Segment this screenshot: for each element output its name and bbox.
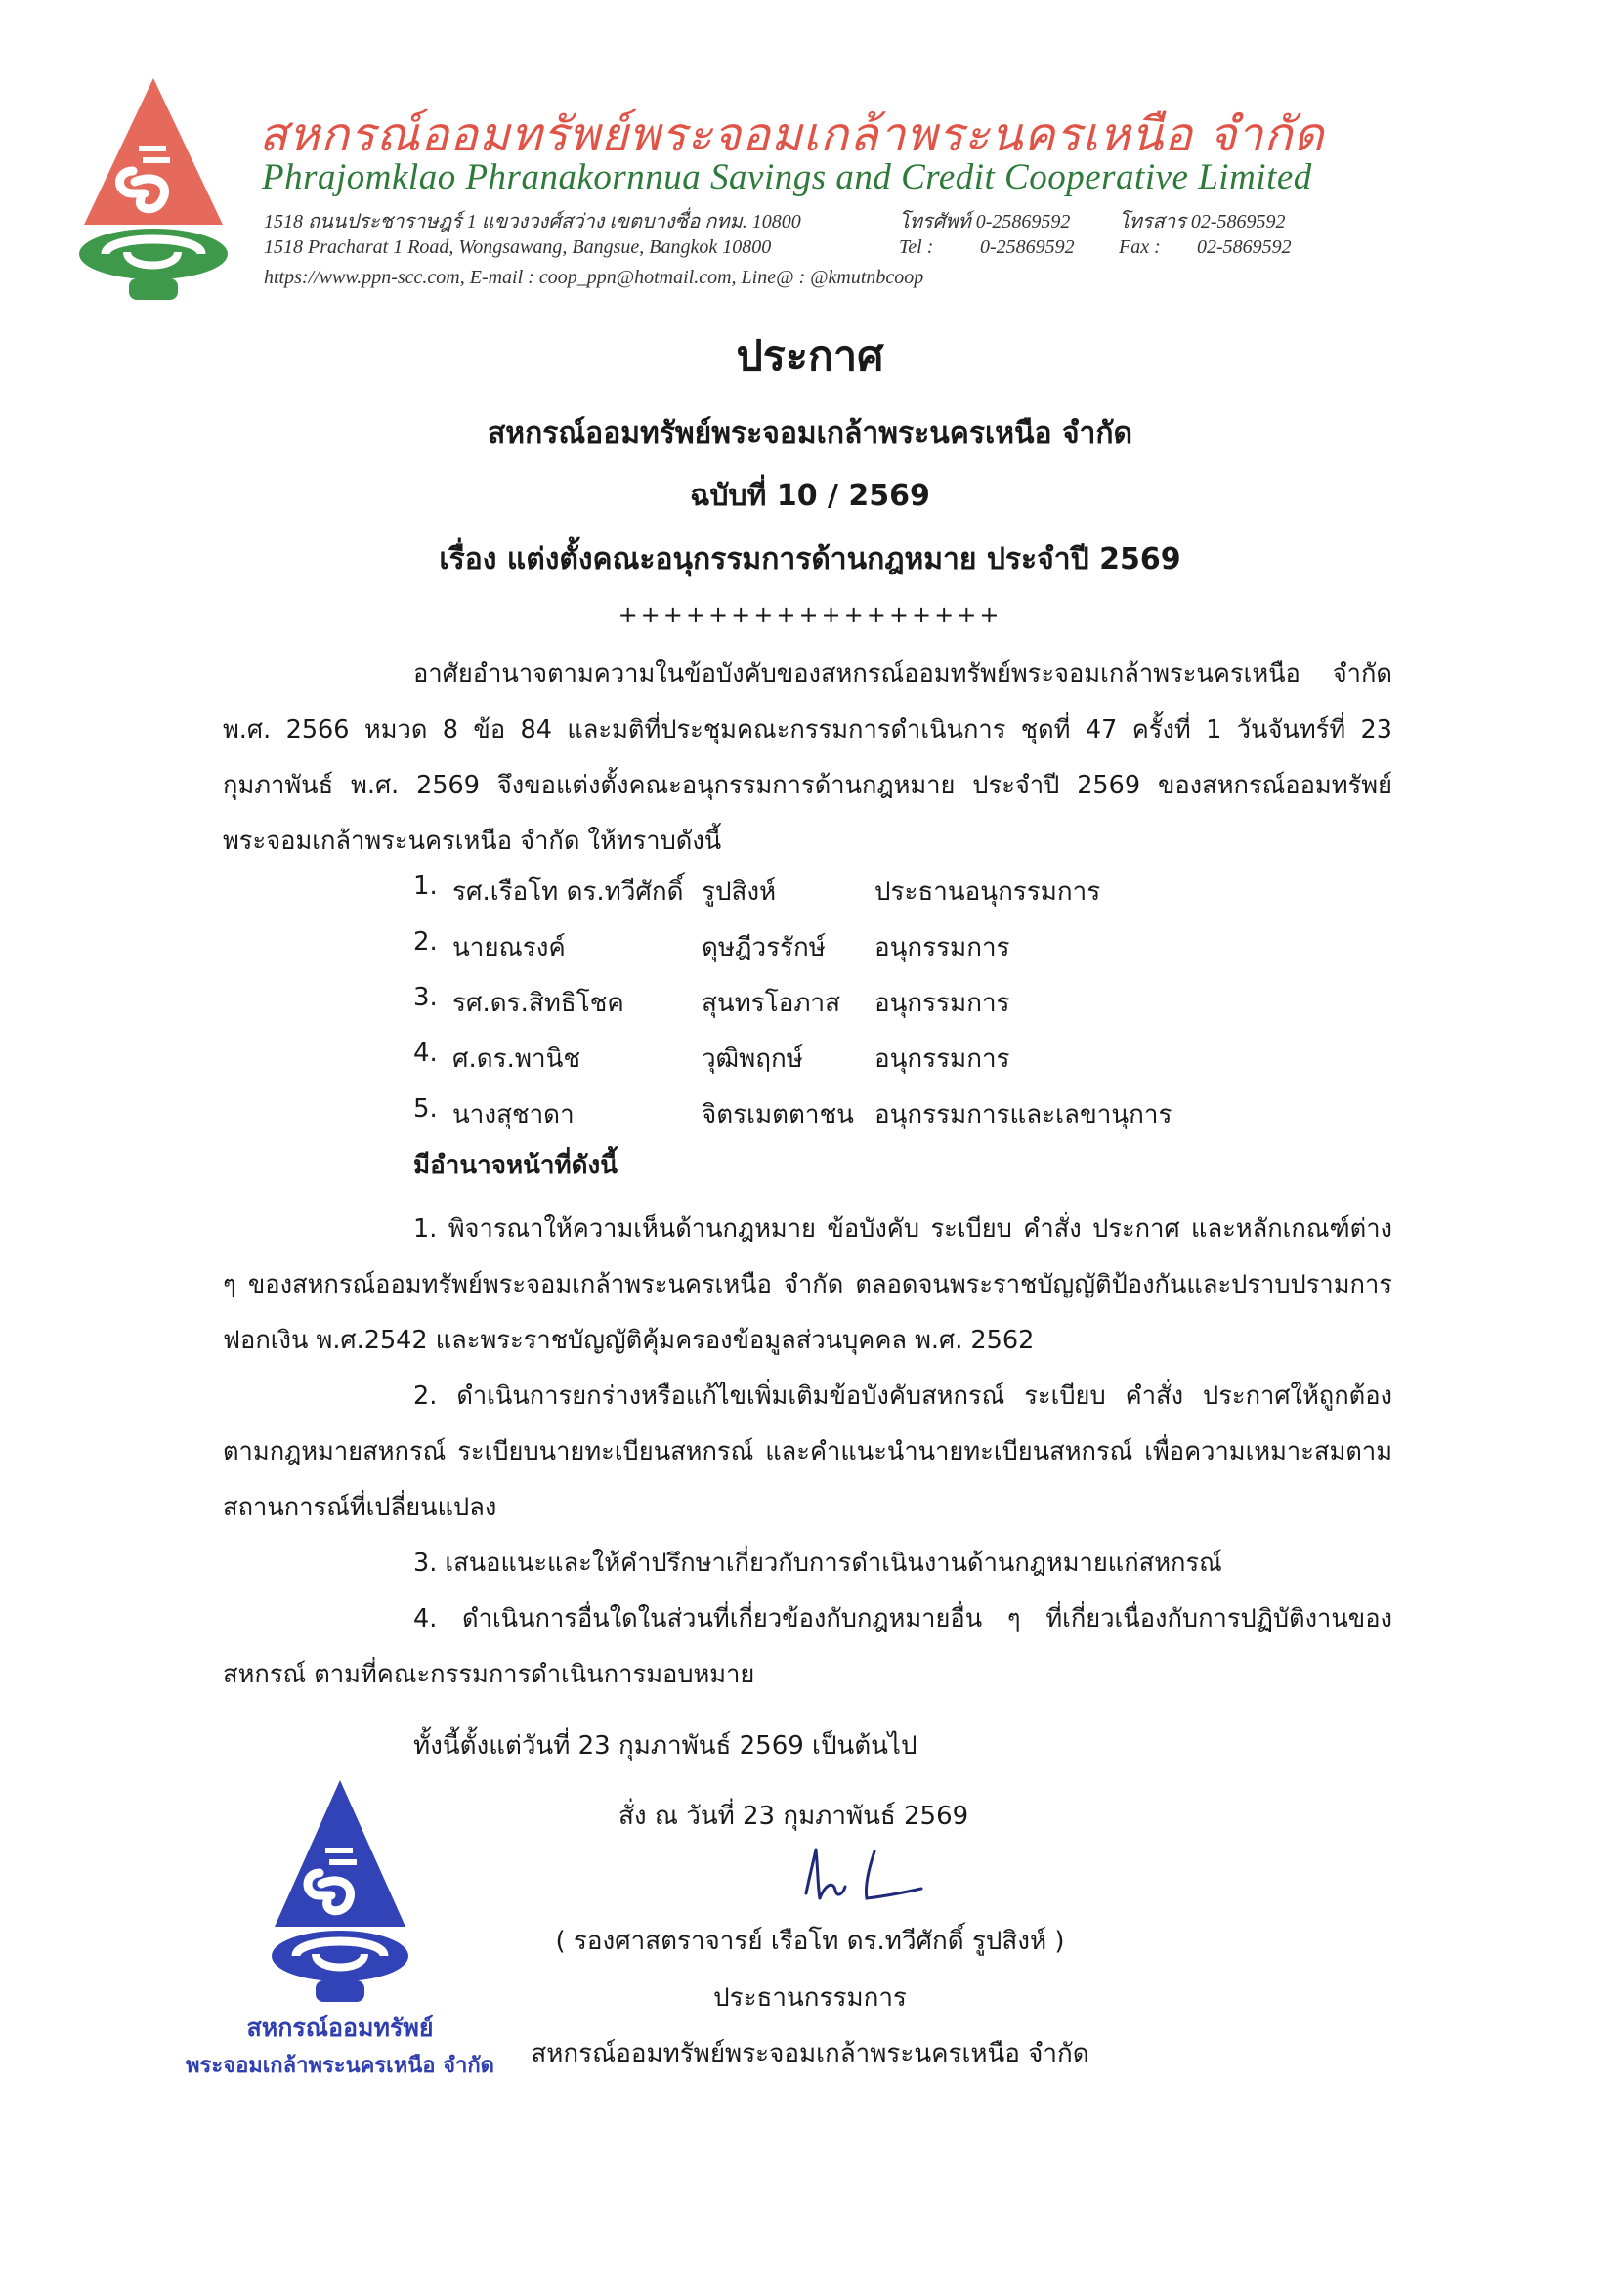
member-name: นางสุชาดา <box>452 1100 575 1129</box>
given-on-date: สั่ง ณ วันที่ 23 กุมภาพันธ์ 2569 <box>618 1802 969 1831</box>
announcement-title: ประกาศ <box>736 332 884 381</box>
duty-item: 4. ดำเนินการอื่นใดในส่วนที่เกี่ยวข้องกับกฎหมายอื่น ๆ ที่เกี่ยวเนื่องกับการปฏิบัติงานของสหกรณ์ ตามที่คณะกรรมการดำเนินการมอบหมาย <box>223 1604 1392 1689</box>
signer-organization: สหกรณ์ออมทรัพย์พระจอมเกล้าพระนครเหนือ จำกัด <box>531 2039 1089 2068</box>
member-number: 1. <box>413 872 438 901</box>
stamp-org-line2: พระจอมเกล้าพระนครเหนือ จำกัด <box>186 2054 494 2078</box>
cooperative-logo-icon <box>76 78 231 301</box>
separator-line: +++++++++++++++++ <box>618 601 1002 628</box>
duty-item: 1. พิจารณาให้ความเห็นด้านกฎหมาย ข้อบังคับ ระเบียบ คำสั่ง ประกาศ และหลักเกณฑ์ต่าง ๆ ของสหกรณ์ออมทรัพย์พระจอมเกล้าพระนครเหนือ จำกัด ตลอดจนพระราชบัญญัติป้องกันและปราบปรามการฟอกเงิน พ.ศ.2542 และพระราชบัญญัติคุ้มครองข้อมูลส่วนบุคคล พ.ศ. 2562 <box>223 1214 1392 1355</box>
fax-thai: โทรสาร 02-5869592 <box>1119 211 1286 233</box>
announcement-number: ฉบับที่ 10 / 2569 <box>690 479 930 513</box>
member-surname: วุฒิพฤกษ์ <box>702 1044 803 1074</box>
member-number: 5. <box>413 1094 438 1124</box>
member-name: รศ.ดร.สิทธิโชค <box>452 989 624 1018</box>
org-name-thai: สหกรณ์ออมทรัพย์พระจอมเกล้าพระนครเหนือ จำกัด <box>259 107 1325 162</box>
member-number: 2. <box>413 927 438 957</box>
member-role: ประธานอนุกรรมการ <box>874 877 1101 907</box>
member-role: อนุกรรมการและเลขานุการ <box>874 1100 1172 1129</box>
member-surname: สุนทรโอภาส <box>702 989 840 1018</box>
member-surname: ดุษฎีวรรักษ์ <box>702 933 826 962</box>
effective-date: ทั้งนี้ตั้งแต่วันที่ 23 กุมภาพันธ์ 2569 เป็นต้นไป <box>413 1731 917 1761</box>
announcement-issuer: สหกรณ์ออมทรัพย์พระจอมเกล้าพระนครเหนือ จำกัด <box>487 416 1133 450</box>
stamp-org-line1: สหกรณ์ออมทรัพย์ <box>246 2014 434 2042</box>
member-name: นายณรงค์ <box>452 933 566 962</box>
cooperative-seal-icon <box>269 1780 411 2003</box>
member-number: 3. <box>413 983 438 1012</box>
member-surname: จิตรเมตตาชน <box>702 1100 854 1129</box>
duty-item: 2. ดำเนินการยกร่างหรือแก้ไขเพิ่มเติมข้อบังคับสหกรณ์ ระเบียบ คำสั่ง ประกาศให้ถูกต้องตามกฎหมายสหกรณ์ ระเบียบนายทะเบียนสหกรณ์ และคำแนะนำนายทะเบียนสหกรณ์ เพื่อความเหมาะสมตามสถานการณ์ที่เปลี่ยนแปลง <box>223 1382 1392 1522</box>
announcement-subject: เรื่อง แต่งตั้งคณะอนุกรรมการด้านกฎหมาย ประจำปี 2569 <box>439 542 1181 576</box>
fax-label: Fax : <box>1119 236 1161 258</box>
duties-heading: มีอำนาจหน้าที่ดังนี้ <box>413 1151 618 1180</box>
member-number: 4. <box>413 1039 438 1068</box>
fax-value: 02-5869592 <box>1197 236 1292 258</box>
member-name: รศ.เรือโท ดร.ทวีศักดิ์ <box>452 877 684 907</box>
member-surname: รูปสิงห์ <box>702 877 777 907</box>
signer-title: ประธานกรรมการ <box>713 1983 907 2013</box>
member-role: อนุกรรมการ <box>874 933 1010 962</box>
member-name: ศ.ดร.พานิช <box>452 1044 581 1074</box>
org-name-english: Phrajomklao Phranakornnua Savings and Credit Cooperative Limited <box>262 157 1312 197</box>
address-english: 1518 Pracharat 1 Road, Wongsawang, Bangsue, Bangkok 10800 <box>264 236 772 258</box>
web-contact-line: https://www.ppn-scc.com, E-mail : coop_ppn@hotmail.com, Line@ : @kmutnbcoop <box>264 267 924 288</box>
phone-thai: โทรศัพท์ 0-25869592 <box>899 211 1071 233</box>
member-role: อนุกรรมการ <box>874 1044 1010 1074</box>
signer-name: ( รองศาสตราจารย์ เรือโท ดร.ทวีศักดิ์ รูปสิงห์ ) <box>555 1927 1065 1956</box>
member-role: อนุกรรมการ <box>874 989 1010 1018</box>
tel-value: 0-25869592 <box>980 236 1075 258</box>
tel-label: Tel : <box>899 236 934 258</box>
handwritten-signature-icon <box>796 1840 928 1918</box>
duty-item: 3. เสนอแนะและให้คำปรึกษาเกี่ยวกับการดำเนินงานด้านกฎหมายแก่สหกรณ์ <box>413 1549 1222 1578</box>
address-thai: 1518 ถนนประชาราษฎร์ 1 แขวงวงศ์สว่าง เขตบางซื่อ กทม. 10800 <box>264 211 801 233</box>
intro-paragraph: อาศัยอำนาจตามความในข้อบังคับของสหกรณ์ออมทรัพย์พระจอมเกล้าพระนครเหนือ จำกัด พ.ศ. 2566 หมวด 8 ข้อ 84 และมติที่ประชุมคณะกรรมการดำเนินการ ชุดที่ 47 ครั้งที่ 1 วันจันทร์ที่ 23 กุมภาพันธ์ พ.ศ. 2569 จึงขอแต่งตั้งคณะอนุกรรมการด้านกฎหมาย ประจำปี 2569 ของสหกรณ์ออมทรัพย์พระจอมเกล้าพระนครเหนือ จำกัด ให้ทราบดังนี้ <box>223 659 1392 856</box>
